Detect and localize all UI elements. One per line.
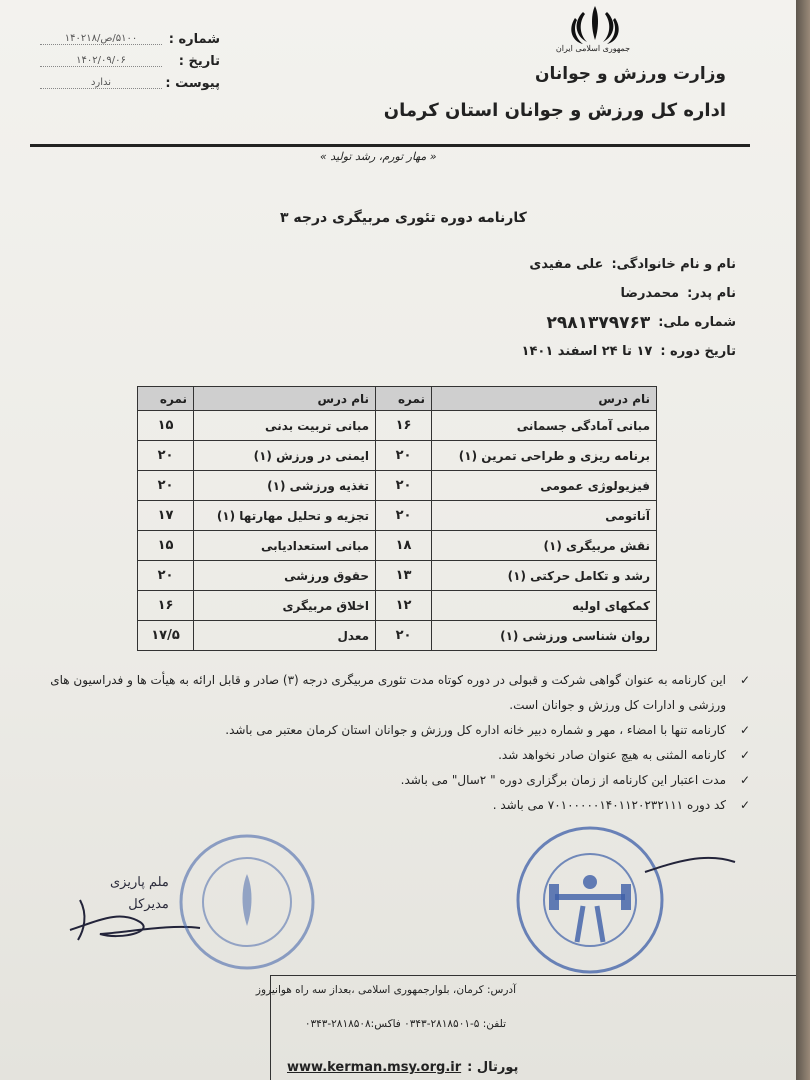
note-item: ✓ کد دوره ۷۰۱۰۰۰۰۰۱۴۰۱۱۲۰۲۳۲۱۱۱ می باشد . [50,793,750,818]
name-label: نام و نام خانوادگی: [611,257,736,272]
grade: ۱۵ [138,411,194,441]
grade: ۱۷ [138,501,194,531]
course-name: نقش مربیگری (۱) [432,531,657,561]
emblem-caption: جمهوری اسلامی ایران [555,44,631,53]
table-row [138,441,657,471]
background-edge [796,0,810,1080]
national-id-value: ۲۹۸۱۳۷۹۷۶۳ [546,312,651,333]
course-name: مبانی استعدادیابی [194,531,376,561]
table-row [138,531,657,561]
footer-portal [287,1060,518,1075]
grade: ۱۶ [376,411,432,441]
grade: ۱۳ [376,561,432,591]
attachment-value: ندارد [40,77,162,89]
course-name: فیزیولوژی عمومی [432,471,657,501]
ministry-name: وزارت ورزش و جوانان [535,64,726,84]
column-header: نام درس [432,387,657,411]
department-name: اداره کل ورزش و جوانان استان کرمان [383,100,726,121]
grades-table [137,386,657,651]
checkmark-icon: ✓ [739,773,750,787]
federation-stamp-icon [505,822,740,987]
course-name: کمکهای اولیه [432,591,657,621]
course-name: حقوق ورزشی [194,561,376,591]
grade: ۱۸ [376,531,432,561]
table-row [138,471,657,501]
checkmark-icon: ✓ [739,798,750,812]
course-name: تغذیه ورزشی (۱) [194,471,376,501]
course-name: اخلاق مربیگری [194,591,376,621]
grade: ۱۵ [138,531,194,561]
note-item: ✓ کارنامه تنها با امضاء ، مهر و شماره دبیر خانه اداره کل ورزش و جوانان استان کرمان معتبر می باشد. [50,718,750,743]
column-header: نمره [138,387,194,411]
footer-phone: تلفن: ۵-۲۸۱۸۵۰۱-۰۳۴۳ فاکس:۲۸۱۸۵۰۸-۰۳۴۳ [304,1018,506,1030]
course-name: ایمنی در ورزش (۱) [194,441,376,471]
document-title: کارنامه دوره تئوری مربیگری درجه ۳ [280,210,527,226]
checkmark-icon: ✓ [739,673,750,687]
course-name: برنامه ریزی و طراحی تمرین (۱) [432,441,657,471]
number-value: ۵۱۰۰/ص/۱۴۰۲۱۸ [40,33,162,45]
period-label: تاریخ دوره : [660,344,736,359]
attachment-label: پیوست : [165,75,220,91]
number-label: شماره : [168,31,220,47]
table-row [138,561,657,591]
course-name: مبانی تربیت بدنی [194,411,376,441]
average-value: ۱۷/۵ [138,621,194,651]
name-value: علی مفیدی [529,257,604,272]
table-row [138,501,657,531]
signature-text: ملم پاریزی مدیرکل [110,875,169,912]
table-row [138,621,657,651]
checkmark-icon: ✓ [739,748,750,762]
date-value: ۱۴۰۲/۰۹/۰۶ [40,55,162,67]
student-info [522,250,736,366]
portal-link[interactable]: www.kerman.msy.org.ir [287,1060,462,1075]
course-name: مبانی آمادگی جسمانی [432,411,657,441]
period-value: ۱۷ تا ۲۴ اسفند ۱۴۰۱ [521,344,653,359]
note-item: ✓ مدت اعتبار این کارنامه از زمان برگزاری دوره " ۲سال" می باشد. [50,768,750,793]
letter-meta [40,28,220,94]
grade: ۲۰ [138,561,194,591]
table-row [138,411,657,441]
note-item: ✓ کارنامه المثنی به هیچ عنوان صادر نخواهد شد. [50,743,750,768]
column-header: نام درس [194,387,376,411]
column-header: نمره [376,387,432,411]
table-header-row [138,387,657,411]
note-item: ✓ این کارنامه به عنوان گواهی شرکت و قبولی در دوره کوتاه مدت تئوری مربیگری درجه (۳) صادر و قابل ارائه به هیأت ها و فدراسیون های ورزشی و ادارات کل ورزش و جوانان است. [50,668,750,718]
checkmark-icon: ✓ [739,723,750,737]
grade: ۱۲ [376,591,432,621]
portal-label: پورتال : [467,1060,519,1075]
average-label: معدل [194,621,376,651]
header-divider [30,144,750,147]
national-id-label: شماره ملی: [658,315,736,330]
father-value: محمدرضا [620,286,680,301]
grade: ۱۶ [138,591,194,621]
grade: ۲۰ [376,471,432,501]
grade: ۲۰ [376,621,432,651]
motto: « مهار تورم، رشد تولید » [320,150,437,163]
grade: ۲۰ [376,501,432,531]
course-name: آناتومی [432,501,657,531]
notes-list [50,668,750,818]
grade: ۲۰ [138,471,194,501]
grade: ۲۰ [138,441,194,471]
date-label: تاریخ : [178,53,220,69]
course-name: روان شناسی ورزشی (۱) [432,621,657,651]
course-name: تجزیه و تحلیل مهارتها (۱) [194,501,376,531]
footer-address: آدرس: کرمان، بلوارجمهوری اسلامی ،بعداز سه راه هوانیروز [255,984,516,996]
course-name: رشد و تکامل حرکتی (۱) [432,561,657,591]
grade: ۲۰ [376,441,432,471]
ministry-stamp-icon [175,830,320,975]
father-label: نام پدر: [687,286,736,301]
table-row [138,591,657,621]
